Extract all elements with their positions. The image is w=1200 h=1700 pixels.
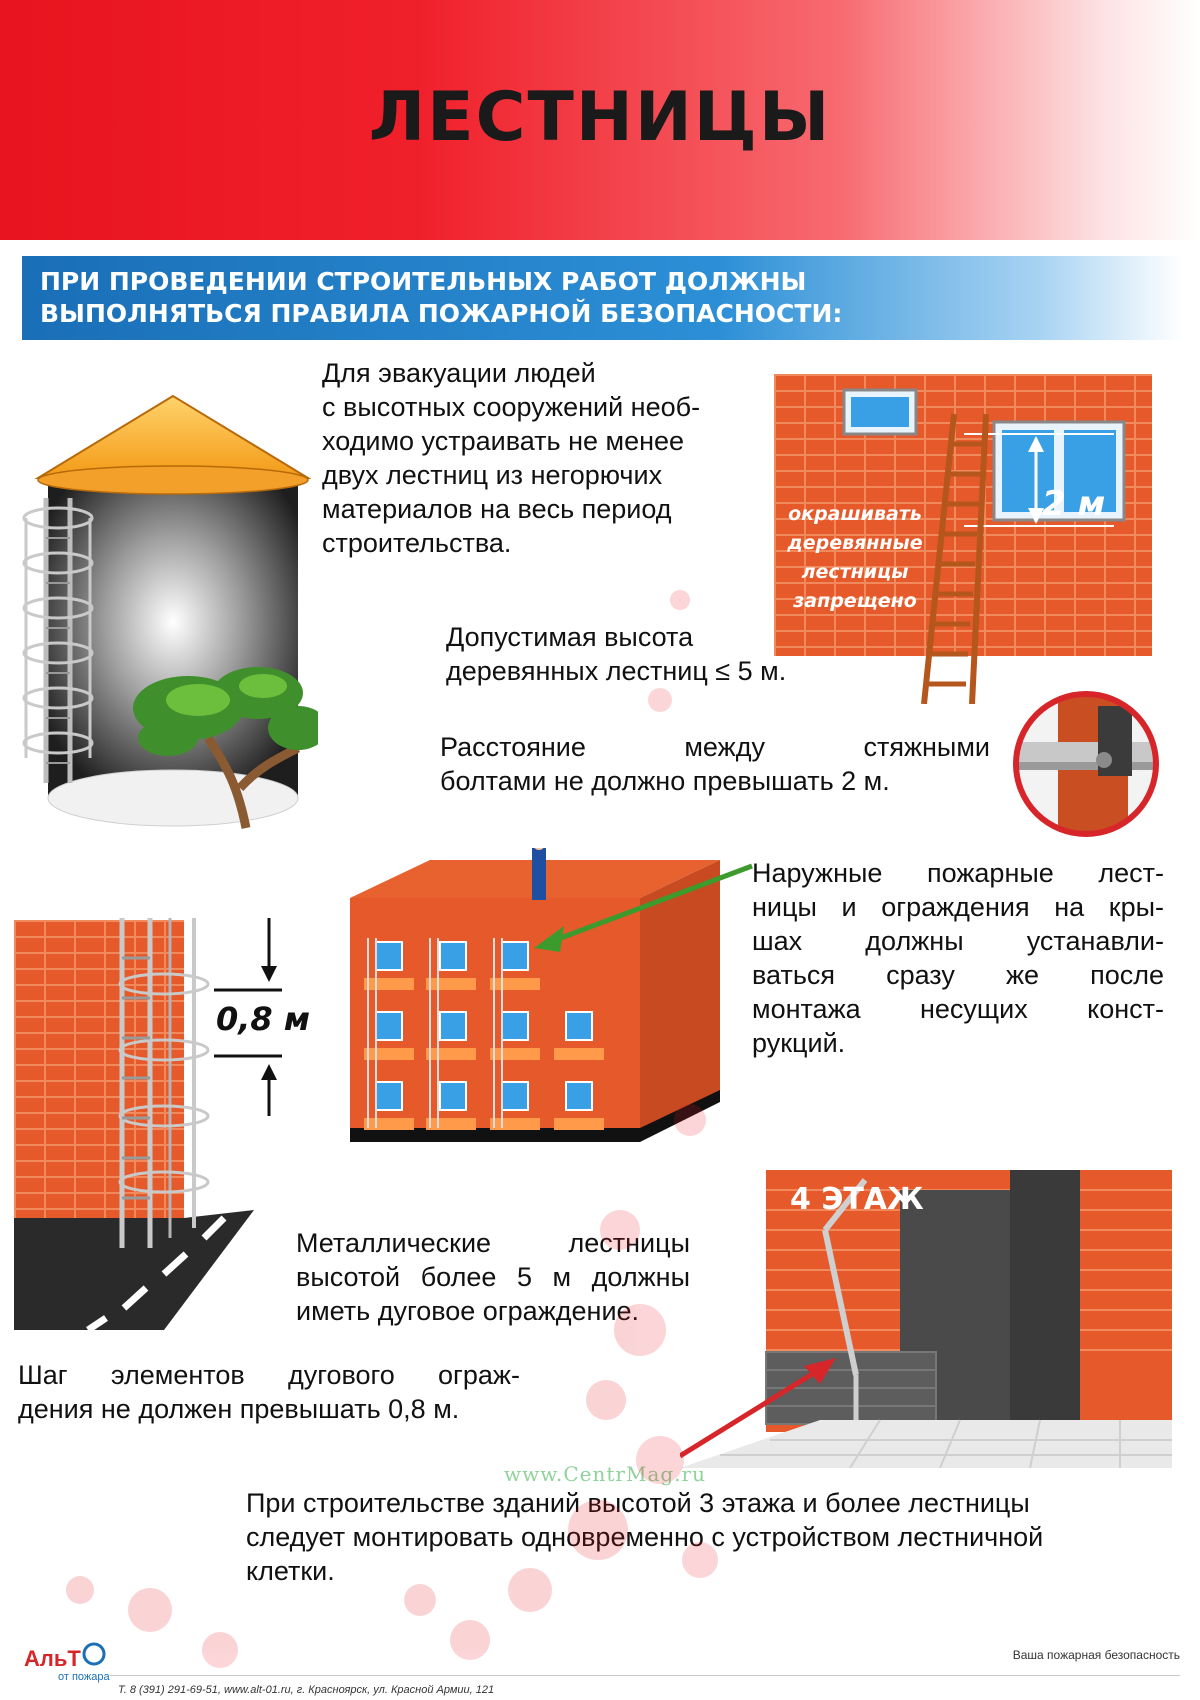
text-line: ваться сразу же после <box>752 960 1164 990</box>
arc-step-text <box>18 1358 520 1426</box>
text-line: шах должны устанавли- <box>752 926 1164 956</box>
text-line: ницы и ограждения на кры- <box>752 892 1164 922</box>
text-line: деревянных лестниц ≤ 5 м. <box>446 656 787 686</box>
text-line: При строительстве зданий высотой 3 этажа и более лестницы <box>246 1488 1030 1518</box>
text-line: болтами не должно превышать 2 м. <box>440 766 890 796</box>
text-line: иметь дуговое ограждение. <box>296 1296 640 1326</box>
footer-contact: Т. 8 (391) 291-69-51, www.alt-01.ru, г. Красноярск, ул. Красной Армии, 121 <box>118 1684 495 1696</box>
footer-slogan: Ваша пожарная безопасность <box>1012 1648 1180 1662</box>
dimension-2m: 2 м <box>1042 484 1106 524</box>
text-line: рукций. <box>752 1028 846 1058</box>
stairwell-construction-text <box>246 1486 1176 1588</box>
text-line: с высотных сооружений необ- <box>322 392 701 422</box>
company-logo <box>24 1636 110 1686</box>
text-line: высотой более 5 м должны <box>296 1262 690 1292</box>
wooden-ladder-wall <box>774 374 1152 656</box>
subheader-text <box>40 266 1160 330</box>
watermark: www.CentrMag.ru <box>504 1462 706 1486</box>
text-line: Металлические лестницы <box>296 1228 690 1258</box>
text-line: ходимо устраивать не менее <box>322 426 685 456</box>
logo-main-text: АльТ <box>24 1646 81 1671</box>
text-line: Допустимая высота <box>446 622 694 652</box>
page-title: ЛЕСТНИЦЫ <box>368 78 832 157</box>
text-line: Для эвакуации людей <box>322 358 596 388</box>
wooden-ladder-warning <box>780 500 930 616</box>
arc-guard-illustration <box>14 918 344 1330</box>
text-line: Наружные пожарные лест- <box>752 858 1164 888</box>
text-line: дения не должен превышать 0,8 м. <box>18 1394 460 1424</box>
logo-sub-text: от пожара <box>58 1671 110 1683</box>
text-line: следует монтировать одновременно с устройством лестничной <box>246 1522 1044 1552</box>
subheader-line-2: ВЫПОЛНЯТЬСЯ ПРАВИЛА ПОЖАРНОЙ БЕЗОПАСНОСТИ: <box>40 299 843 328</box>
warning-line: деревянные <box>787 532 923 554</box>
warning-line: окрашивать <box>788 503 922 525</box>
wood-height-text <box>446 620 866 688</box>
roof-ladders-text <box>752 856 1164 1060</box>
text-line: двух лестниц из негорючих <box>322 460 663 490</box>
subheader-line-1: ПРИ ПРОВЕДЕНИИ СТРОИТЕЛЬНЫХ РАБОТ ДОЛЖНЫ <box>40 267 807 296</box>
floor-label: 4 ЭТАЖ <box>790 1182 924 1217</box>
text-line: Шаг элементов дугового ограж- <box>18 1360 520 1390</box>
text-line: материалов на весь период <box>322 494 672 524</box>
green-arrow <box>520 860 760 960</box>
text-line: строительства. <box>322 528 512 558</box>
warning-line: лестницы <box>801 561 909 583</box>
text-line: клетки. <box>246 1556 335 1586</box>
bolt-detail-illustration <box>1008 686 1164 842</box>
footer-divider <box>110 1675 1180 1676</box>
metal-ladders-text <box>296 1226 690 1328</box>
warning-line: запрещено <box>793 590 917 612</box>
dimension-0-8m: 0,8 м <box>216 1000 310 1038</box>
silo-illustration <box>18 388 318 848</box>
evacuation-text <box>322 356 752 560</box>
stairwell-illustration <box>680 1170 1172 1468</box>
bolts-text <box>440 730 990 798</box>
subheader-band <box>22 256 1182 340</box>
text-line: Расстояние между стяжными <box>440 732 990 762</box>
text-line: монтажа несущих конст- <box>752 994 1164 1024</box>
